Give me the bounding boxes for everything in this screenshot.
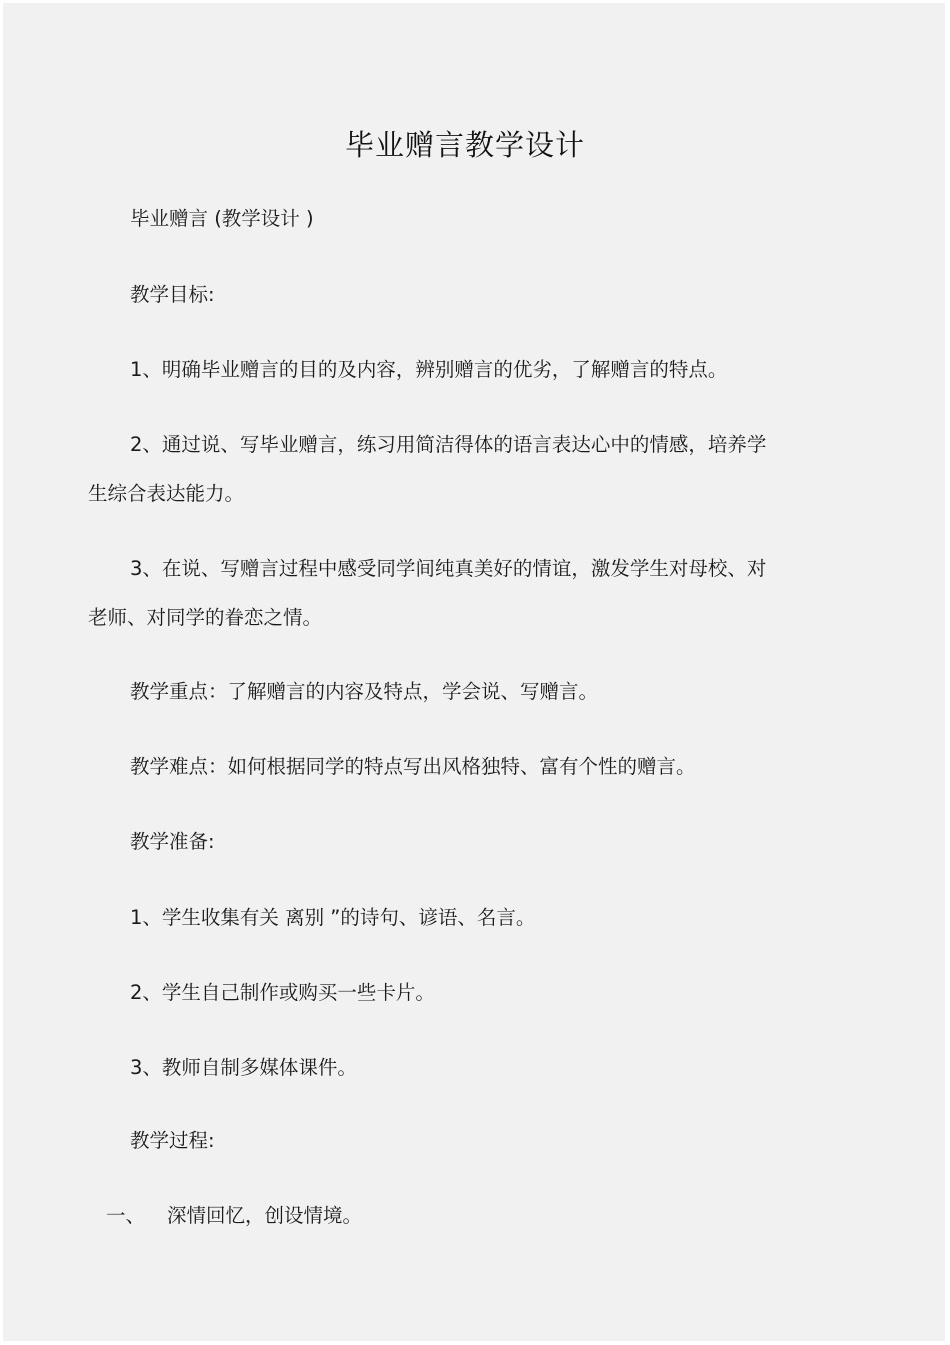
key-point: 教学重点：了解赠言的内容及特点，学会说、写赠言。 (130, 680, 599, 703)
preparation-label: 教学准备: (130, 830, 215, 853)
document-page (3, 3, 945, 1341)
subtitle: 毕业赠言 (教学设计 ) (130, 207, 314, 230)
objective-2-line-2: 生综合表达能力。 (88, 482, 245, 505)
document-title: 毕业赠言教学设计 (344, 128, 585, 162)
prep-item-2: 2、学生自己制作或购买一些卡片。 (130, 981, 435, 1004)
step-1-text: 深情回忆，创设情境。 (167, 1204, 363, 1227)
objective-3-line-1: 3、在说、写赠言过程中感受同学间纯真美好的情谊，激发学生对母校、对 (130, 557, 767, 580)
prep-item-3: 3、教师自制多媒体课件。 (130, 1056, 357, 1079)
objective-1: 1、明确毕业赠言的目的及内容，辨别赠言的优劣，了解赠言的特点。 (130, 358, 728, 381)
prep-item-1: 1、学生收集有关 离别 ”的诗句、谚语、名言。 (130, 906, 536, 929)
objective-3-line-2: 老师、对同学的眷恋之情。 (88, 606, 323, 629)
step-1-number: 一、 (106, 1204, 146, 1227)
difficulty: 教学难点：如何根据同学的特点写出风格独特、富有个性的赠言。 (130, 755, 696, 778)
step-1-heading (106, 1201, 362, 1231)
objective-2-line-1: 2、通过说、写毕业赠言，练习用简洁得体的语言表达心中的情感，培养学 (130, 433, 767, 456)
process-label: 教学过程: (130, 1129, 215, 1152)
objectives-label: 教学目标: (130, 283, 215, 306)
